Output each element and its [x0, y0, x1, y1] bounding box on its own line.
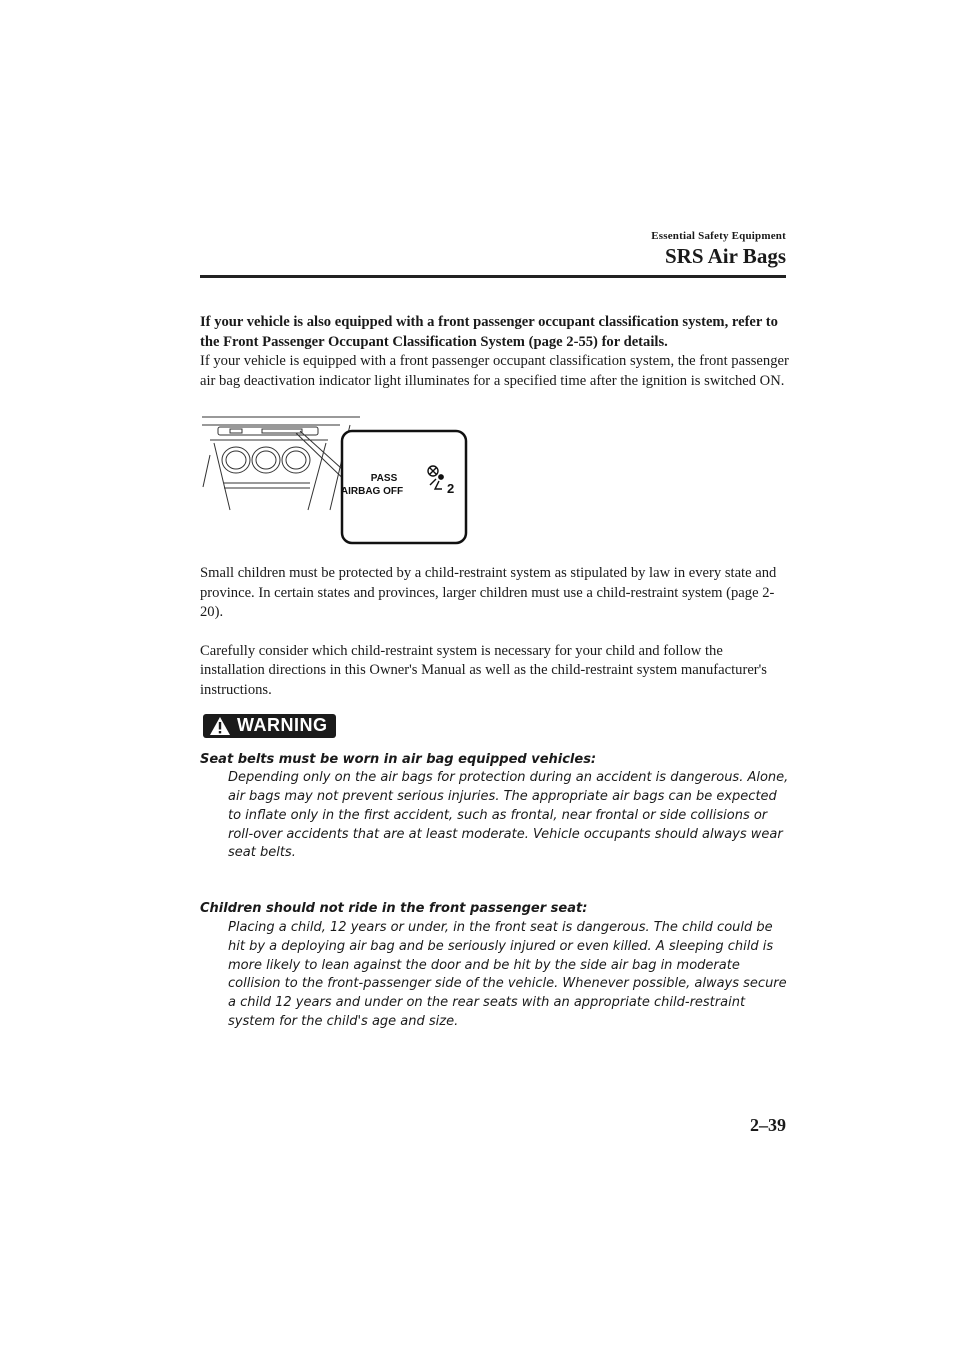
seat-belt-warning-body: Depending only on the air bags for protection during an accident is dangerous. Alone, air bags may not prevent serious injuries. The appropriate air bags can be expected to inflate only in the first accident, such as frontal, near frontal or side collisions or roll-over accidents that are at least moderate. Vehicle occupants should always wear seat belts. [228, 770, 789, 861]
warning-triangle-icon [209, 716, 231, 736]
chapter-title: SRS Air Bags [665, 244, 786, 268]
header-rule [200, 275, 786, 278]
warning-content [200, 751, 790, 1032]
page-content [200, 313, 790, 1032]
section-label: Essential Safety Equipment [651, 230, 786, 242]
child-restraint-paragraph: Small children must be protected by a child-restraint system as stipulated by law in every state and province. In certain states and provinces, larger children must use a child-restraint system (page 2-20). [200, 565, 777, 620]
warning-label: WARNING [237, 715, 328, 736]
dashboard-indicator-figure [200, 415, 470, 545]
indicator-pass-label: PASS [370, 473, 398, 484]
installation-paragraph: Carefully consider which child-restraint system is necessary for your child and follow the installation directions in this Owner's Manual as well as the child-restraint system manufacturer's instructions. [200, 642, 767, 698]
indicator-number: 2 [447, 481, 455, 496]
warning-badge [203, 714, 336, 738]
child-seat-warning-title: Children should not ride in the front passenger seat: [200, 901, 588, 917]
page-number: 2–39 [750, 1115, 786, 1135]
child-seat-warning-body: Placing a child, 12 years or under, in the front seat is dangerous. The child could be hit by a deploying air bag and be seriously injured or even killed. A sleeping child is more likely to lean against the door and be hit by the side air bag in moderate collision to the front-passenger side of the vehicle. Whenever possible, always secure a child 12 years and under on the rear seats with an appropriate child-restraint system for the child's age and size. [228, 920, 787, 1030]
intro-text: If your vehicle is equipped with a front passenger occupant classification system, the front passenger air bag deactivation indicator light illuminates for a specified time after the ignition is switched ON. [200, 353, 789, 389]
intro-bold-text: If your vehicle is also equipped with a front passenger occupant classification system, refer to the Front Passenger Occupant Classification System (page 2-55) for details. [200, 314, 778, 350]
indicator-airbag-off-label: AIRBAG OFF [340, 486, 404, 497]
seat-belt-warning-title: Seat belts must be worn in air bag equipped vehicles: [200, 751, 597, 767]
